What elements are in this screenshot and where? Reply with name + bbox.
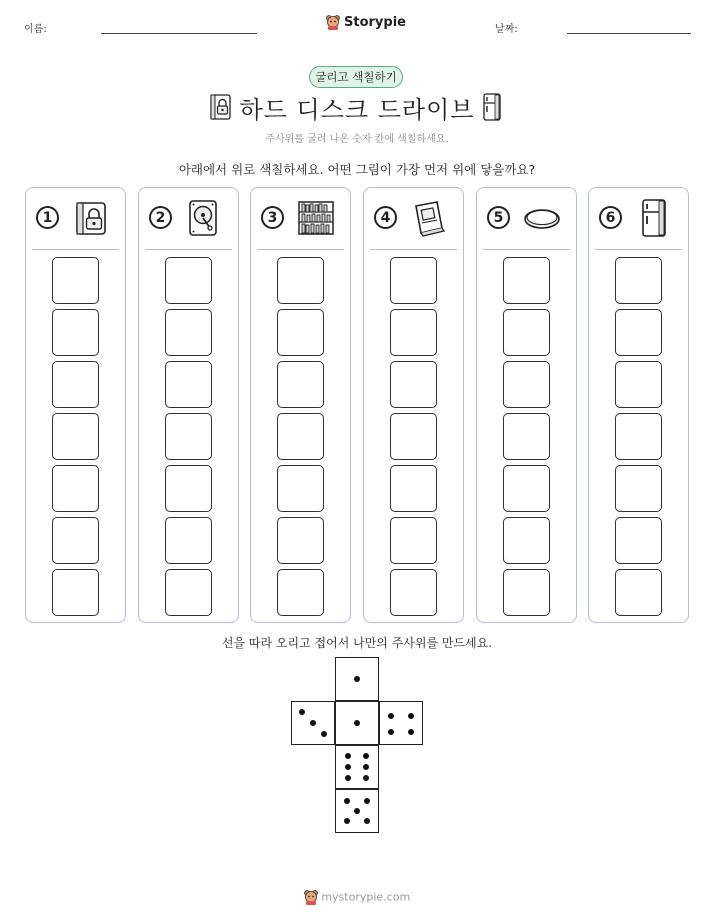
color-cell[interactable] — [503, 309, 550, 356]
pip — [345, 764, 351, 770]
dice-face-5 — [335, 789, 379, 833]
column-number: 6 — [599, 206, 622, 229]
color-cell[interactable] — [615, 517, 662, 564]
color-cell[interactable] — [503, 257, 550, 304]
color-cell[interactable] — [277, 569, 324, 616]
color-cell[interactable] — [615, 257, 662, 304]
column-divider — [370, 249, 457, 250]
color-cell[interactable] — [277, 361, 324, 408]
dice-face-1 — [335, 701, 379, 745]
footer — [0, 889, 714, 905]
color-cell[interactable] — [52, 465, 99, 512]
color-cell[interactable] — [503, 361, 550, 408]
column-3 — [250, 187, 351, 623]
color-cell[interactable] — [52, 569, 99, 616]
color-cell[interactable] — [165, 361, 212, 408]
color-cell[interactable] — [615, 413, 662, 460]
color-cell[interactable] — [165, 413, 212, 460]
footer-link[interactable]: mystorypie.com — [321, 890, 411, 904]
pip — [388, 713, 394, 719]
padlock-book-icon — [71, 198, 111, 238]
coloring-instruction: 아래에서 위로 색칠하세요. 어떤 그림이 가장 먼저 위에 닿을까요? — [178, 162, 536, 177]
color-cell[interactable] — [52, 517, 99, 564]
color-cell[interactable] — [277, 465, 324, 512]
column-divider — [145, 249, 232, 250]
color-cell[interactable] — [277, 309, 324, 356]
color-cell[interactable] — [277, 517, 324, 564]
color-cell[interactable] — [390, 361, 437, 408]
column-number: 5 — [487, 206, 510, 229]
dice-face-6 — [335, 745, 379, 789]
color-cell[interactable] — [52, 361, 99, 408]
date-label: 날짜: — [495, 24, 518, 35]
column-number: 4 — [374, 206, 397, 229]
column-divider — [257, 249, 344, 250]
column-2 — [138, 187, 239, 623]
dice-face-4 — [379, 701, 423, 745]
pip — [354, 676, 360, 682]
color-cell[interactable] — [165, 569, 212, 616]
page-subtitle: 주사위를 굴려 나온 숫자 칸에 색칠하세요. — [265, 134, 449, 145]
pip — [354, 808, 360, 814]
pip — [364, 818, 370, 824]
pip — [354, 720, 360, 726]
color-cell[interactable] — [390, 413, 437, 460]
pip — [363, 764, 369, 770]
column-divider — [595, 249, 682, 250]
color-cell[interactable] — [390, 517, 437, 564]
color-cell[interactable] — [52, 257, 99, 304]
column-number: 3 — [261, 206, 284, 229]
page-title: 하드 디스크 드라이브 — [239, 96, 475, 124]
pip — [363, 775, 369, 781]
color-cell[interactable] — [165, 465, 212, 512]
color-cell[interactable] — [165, 517, 212, 564]
color-cell[interactable] — [503, 465, 550, 512]
column-5 — [476, 187, 577, 623]
book-icon — [409, 198, 449, 238]
pip — [363, 753, 369, 759]
color-cell[interactable] — [52, 309, 99, 356]
pip — [344, 798, 350, 804]
column-divider — [32, 249, 119, 250]
dice-face-3 — [291, 701, 335, 745]
name-label: 이름: — [24, 24, 47, 35]
color-cell[interactable] — [390, 569, 437, 616]
pip — [344, 818, 350, 824]
pip — [364, 798, 370, 804]
column-divider — [483, 249, 570, 250]
color-cell[interactable] — [615, 569, 662, 616]
color-cell[interactable] — [52, 413, 99, 460]
pip — [345, 775, 351, 781]
hard-drive-icon — [184, 198, 224, 238]
column-number: 2 — [149, 206, 172, 229]
brand-name: Storypie — [344, 14, 406, 30]
color-cell[interactable] — [165, 257, 212, 304]
column-6 — [588, 187, 689, 623]
activity-badge: 굴리고 색칠하기 — [309, 66, 403, 88]
column-1 — [25, 187, 126, 623]
cut-instruction: 선을 따라 오리고 접어서 나만의 주사위를 만드세요. — [221, 636, 493, 650]
date-line[interactable] — [567, 33, 691, 34]
refrigerator-icon — [634, 198, 674, 238]
column-4 — [363, 187, 464, 623]
color-cell[interactable] — [615, 465, 662, 512]
color-cell[interactable] — [503, 569, 550, 616]
color-cell[interactable] — [390, 465, 437, 512]
pip — [321, 731, 327, 737]
refrigerator-icon — [481, 92, 503, 122]
bookshelf-icon — [296, 198, 336, 238]
pip — [408, 713, 414, 719]
color-cell[interactable] — [615, 309, 662, 356]
column-number: 1 — [36, 206, 59, 229]
brand-logo — [326, 14, 406, 30]
color-cell[interactable] — [615, 361, 662, 408]
color-cell[interactable] — [503, 517, 550, 564]
color-cell[interactable] — [390, 257, 437, 304]
bear-logo-icon — [304, 889, 318, 905]
pip — [310, 720, 316, 726]
pip — [299, 709, 305, 715]
color-cell[interactable] — [503, 413, 550, 460]
name-line[interactable] — [101, 33, 257, 34]
disc-icon — [522, 198, 562, 238]
bear-logo-icon — [326, 14, 340, 30]
pip — [408, 729, 414, 735]
color-cell[interactable] — [165, 309, 212, 356]
pip — [345, 753, 351, 759]
color-cell[interactable] — [277, 413, 324, 460]
dice-face-1 — [335, 657, 379, 701]
color-cell[interactable] — [390, 309, 437, 356]
pip — [388, 729, 394, 735]
color-cell[interactable] — [277, 257, 324, 304]
